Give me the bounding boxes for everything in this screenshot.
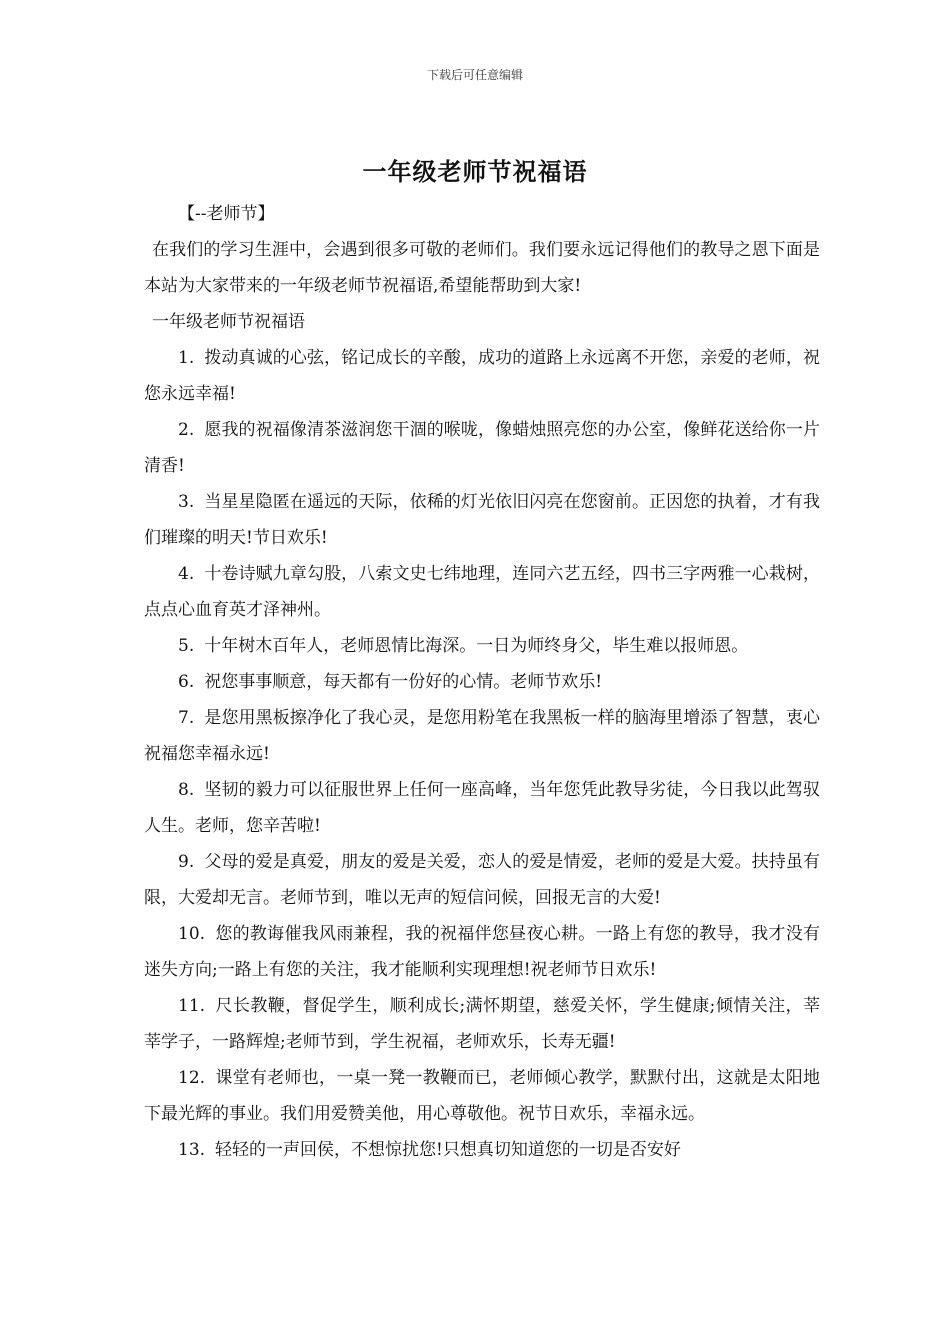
document-title: 一年级老师节祝福语 — [362, 157, 588, 186]
blessing-list — [144, 340, 820, 1168]
list-item-number: 2. — [178, 420, 195, 440]
list-item — [144, 664, 820, 700]
list-item-text: 父母的爱是真爱，朋友的爱是关爱，恋人的爱是情爱，老师的爱是大爱。扶持虽有限，大爱却无言。老师节到，唯以无声的短信问候，回报无言的大爱! — [144, 852, 820, 908]
list-item-text: 课堂有老师也，一桌一凳一教鞭而已，老师倾心教学，默默付出，这就是太阳地下最光辉的事业。我们用爱赞美他，用心尊敬他。祝节日欢乐，幸福永远。 — [144, 1068, 820, 1124]
list-item — [144, 988, 820, 1060]
intro-paragraph: 在我们的学习生涯中，会遇到很多可敬的老师们。我们要永远记得他们的教导之恩下面是本站为大家带来的一年级老师节祝福语,希望能帮助到大家! — [144, 240, 820, 296]
list-item — [144, 1060, 820, 1132]
list-item-number: 8. — [178, 780, 195, 800]
list-item-number: 12. — [178, 1068, 206, 1088]
list-item-text: 当星星隐匿在遥远的天际，依稀的灯光依旧闪亮在您窗前。正因您的执着，才有我们璀璨的明天!节日欢乐! — [144, 492, 820, 548]
list-item-text: 祝您事事顺意，每天都有一份好的心情。老师节欢乐! — [204, 672, 603, 692]
list-item-number: 11. — [178, 996, 206, 1016]
list-item — [144, 844, 820, 916]
list-item — [144, 916, 820, 988]
list-item-number: 7. — [178, 708, 195, 728]
section-tag: 【--老师节】 — [178, 204, 275, 224]
list-item — [144, 628, 820, 664]
list-item-text: 您的教诲催我风雨兼程，我的祝福伴您昼夜心耕。一路上有您的教导，我才没有迷失方向;一路上有您的关注，我才能顺利实现理想!祝老师节日欢乐! — [144, 924, 820, 980]
list-item-number: 3. — [178, 492, 195, 512]
list-item-text: 愿我的祝福像清茶滋润您干涸的喉咙，像蜡烛照亮您的办公室，像鲜花送给你一片清香! — [144, 420, 820, 476]
list-item-number: 13. — [178, 1140, 206, 1160]
list-item — [144, 700, 820, 772]
list-item-number: 1. — [178, 348, 195, 368]
list-item — [144, 556, 820, 628]
list-item-number: 5. — [178, 636, 195, 656]
list-item — [144, 772, 820, 844]
list-item-number: 4. — [178, 564, 195, 584]
list-item-text: 拨动真诚的心弦，铭记成长的辛酸，成功的道路上永远离不开您，亲爱的老师，祝您永远幸福! — [144, 348, 820, 404]
list-item-text: 尺长教鞭，督促学生，顺利成长;满怀期望，慈爱关怀，学生健康;倾情关注，莘莘学子，一路辉煌;老师节到，学生祝福，老师欢乐，长寿无疆! — [144, 996, 820, 1052]
subtitle: 一年级老师节祝福语 — [152, 312, 305, 332]
document-body — [144, 196, 820, 1168]
list-item-text: 轻轻的一声回侯，不想惊扰您!只想真切知道您的一切是否安好 — [215, 1140, 681, 1160]
list-item-text: 十年树木百年人，老师恩情比海深。一日为师终身父，毕生难以报师恩。 — [204, 636, 749, 656]
header-note: 下载后可任意编辑 — [426, 68, 523, 82]
list-item — [144, 412, 820, 484]
list-item-number: 9. — [178, 852, 195, 872]
list-item-text: 是您用黑板擦净化了我心灵，是您用粉笔在我黑板一样的脑海里增添了智慧，衷心祝福您幸福永远! — [144, 708, 820, 764]
list-item-number: 10. — [178, 924, 206, 944]
list-item — [144, 340, 820, 412]
list-item-number: 6. — [178, 672, 195, 692]
list-item — [144, 484, 820, 556]
list-item-text: 坚韧的毅力可以征服世界上任何一座高峰，当年您凭此教导劣徒，今日我以此驾驭人生。老师，您辛苦啦! — [144, 780, 820, 836]
list-item — [144, 1132, 820, 1168]
list-item-text: 十卷诗赋九章勾股，八索文史七纬地理，连同六艺五经，四书三字两雅一心栽树，点点心血育英才泽神州。 — [144, 564, 820, 620]
